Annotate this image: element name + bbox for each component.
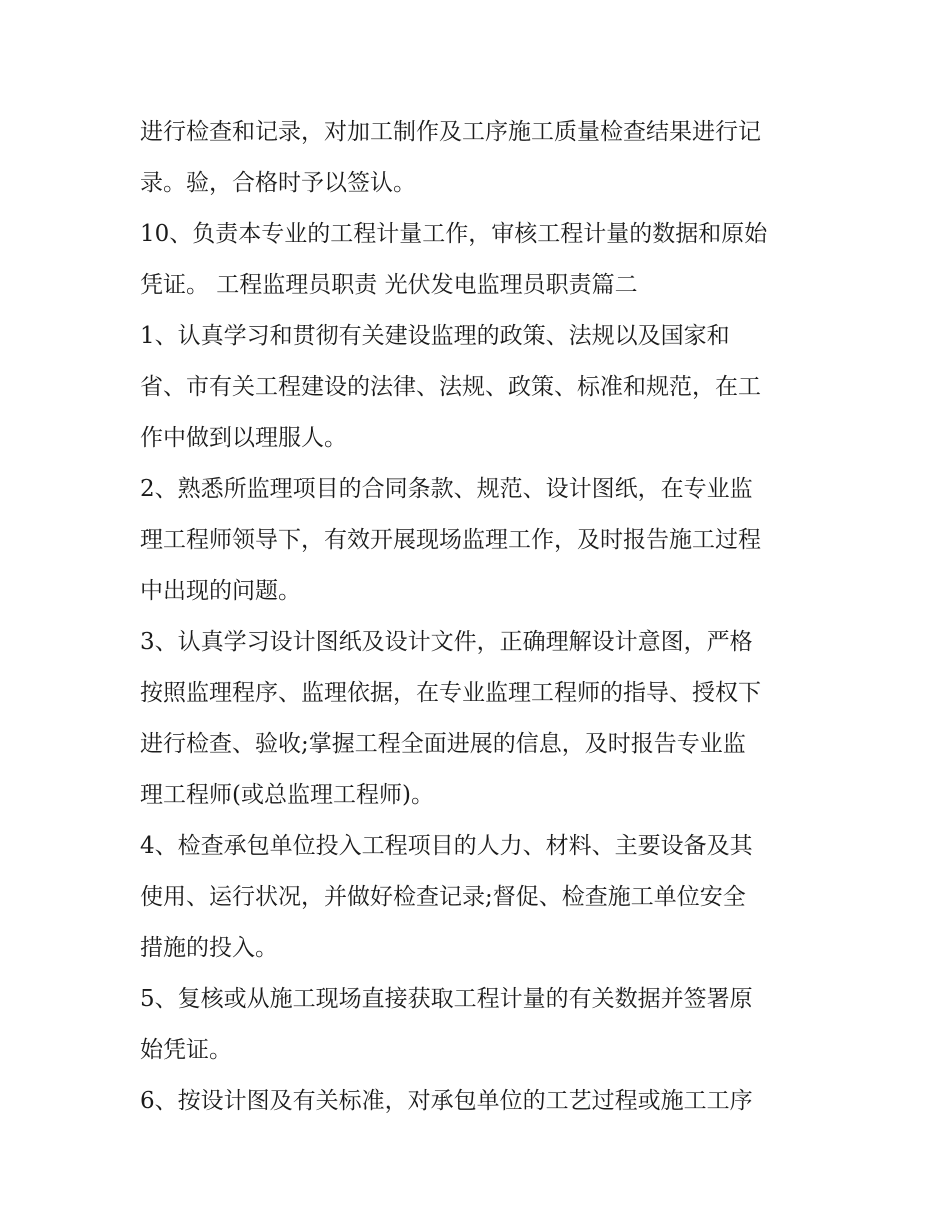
text-line-12: 按照监理程序、监理依据，在专业监理工程师的指导、授权下 xyxy=(140,680,761,706)
text-line-9: 理工程师领导下，有效开展现场监理工作，及时报告施工过程 xyxy=(140,527,761,553)
text-line-4: 凭证。 工程监理员职责 光伏发电监理员职责篇二 xyxy=(140,272,638,298)
text-line-16: 使用、运行状况，并做好检查记录;督促、检查施工单位安全 xyxy=(140,884,746,910)
text-line-11: 3、认真学习设计图纸及设计文件，正确理解设计意图，严格 xyxy=(140,629,753,655)
text-line-17: 措施的投入。 xyxy=(140,935,278,961)
text-line-14: 理工程师(或总监理工程师)。 xyxy=(140,782,434,808)
text-line-8: 2、熟悉所监理项目的合同条款、规范、设计图纸，在专业监 xyxy=(140,476,753,502)
text-line-3: 10、负责本专业的工程计量工作，审核工程计量的数据和原始 xyxy=(140,221,768,247)
document-body xyxy=(140,107,830,1127)
text-line-7: 作中做到以理服人。 xyxy=(140,425,347,451)
text-line-19: 始凭证。 xyxy=(140,1037,232,1063)
text-line-18: 5、复核或从施工现场直接获取工程计量的有关数据并签署原 xyxy=(140,986,753,1012)
text-line-13: 进行检查、验收;掌握工程全面进展的信息，及时报告专业监 xyxy=(140,731,746,757)
text-line-20: 6、按设计图及有关标准，对承包单位的工艺过程或施工工序 xyxy=(140,1088,753,1114)
text-line-5: 1、认真学习和贯彻有关建设监理的政策、法规以及国家和 xyxy=(140,323,730,349)
text-line-10: 中出现的问题。 xyxy=(140,578,301,604)
text-line-6: 省、市有关工程建设的法律、法规、政策、标准和规范，在工 xyxy=(140,374,761,400)
text-line-15: 4、检查承包单位投入工程项目的人力、材料、主要设备及其 xyxy=(140,833,753,859)
text-line-2: 录。验，合格时予以签认。 xyxy=(140,170,416,196)
text-line-1: 进行检查和记录，对加工制作及工序施工质量检查结果进行记 xyxy=(140,119,761,145)
